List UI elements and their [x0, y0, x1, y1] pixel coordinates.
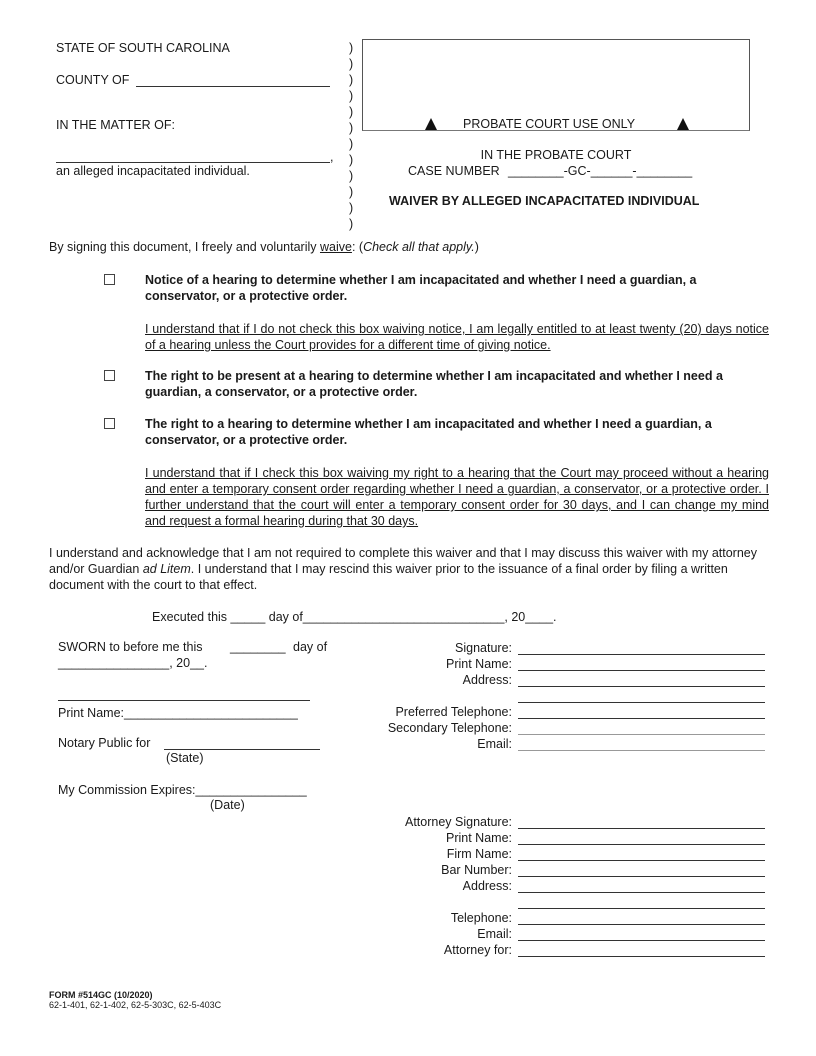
acknowledgement-text: I understand and acknowledge that I am not required to complete this waiver and that I may discuss this waiver with my attorney and/or Guardian ad Litem. I understand that I may rescind this waiver prior to the issuance of a final order by filing a written document with the court to that effect.: [49, 546, 757, 592]
address-field[interactable]: [518, 686, 765, 687]
form-title: WAIVER BY ALLEGED INCAPACITATED INDIVIDUAL: [389, 194, 700, 208]
state-hint: (State): [166, 751, 204, 765]
waiver-notice-note: I understand that if I do not check this box waiving notice, I am legally entitled to at least twenty (20) days notice of a hearing unless the Court provides for a different time of giving notice.: [145, 322, 769, 352]
waiver-hearing-checkbox[interactable]: [104, 418, 115, 429]
attorney-email-field[interactable]: [518, 940, 765, 941]
secondary-telephone-label: Secondary Telephone:: [387, 721, 512, 735]
print-name-field[interactable]: [518, 670, 765, 671]
notary-for-label: Notary Public for: [58, 736, 151, 750]
sworn-prefix: SWORN to before me this: [58, 640, 203, 654]
state-heading: STATE OF SOUTH CAROLINA: [56, 41, 230, 55]
attorney-signature-field[interactable]: [518, 828, 765, 829]
intro-text: By signing this document, I freely and voluntarily waive: (Check all that apply.): [49, 240, 479, 254]
waiver-presence-checkbox[interactable]: [104, 370, 115, 381]
attorney-telephone-field[interactable]: [518, 924, 765, 925]
date-hint: (Date): [210, 798, 245, 812]
form-id: FORM #514GC (10/2020): [49, 990, 153, 1000]
notary-signature-line[interactable]: [58, 700, 310, 701]
individual-suffix: an alleged incapacitated individual.: [56, 164, 250, 178]
attorney-telephone-label: Telephone:: [450, 911, 512, 925]
firm-name-field[interactable]: [518, 860, 765, 861]
caption-divider: ) ) ) ) ) ) ) ) ) ) ) ): [349, 41, 354, 231]
matter-label: IN THE MATTER OF:: [56, 118, 175, 132]
attorney-for-label: Attorney for:: [443, 943, 512, 957]
triangle-up-icon: [425, 118, 437, 130]
print-name-label: Print Name:: [446, 657, 512, 671]
address-field-line2[interactable]: [518, 702, 765, 703]
attorney-email-label: Email:: [477, 927, 512, 941]
notary-print-name[interactable]: Print Name:_________________________: [58, 706, 298, 720]
bar-number-label: Bar Number:: [441, 863, 512, 877]
address-label: Address:: [462, 673, 512, 687]
attorney-print-name-field[interactable]: [518, 844, 765, 845]
attorney-address-field-line2[interactable]: [518, 908, 765, 909]
court-use-label: PROBATE COURT USE ONLY: [463, 117, 636, 131]
attorney-print-name-label: Print Name:: [446, 831, 512, 845]
attorney-signature-label: Attorney Signature:: [404, 815, 512, 829]
sworn-month-year-field[interactable]: ________________, 20__.: [58, 656, 208, 670]
court-name: IN THE PROBATE COURT: [480, 148, 632, 162]
attorney-for-field[interactable]: [518, 956, 765, 957]
triangle-up-icon: [677, 118, 689, 130]
attorney-address-label: Address:: [462, 879, 512, 893]
sworn-suffix: day of: [293, 640, 328, 654]
case-number-field[interactable]: ________-GC-______-________: [508, 164, 693, 178]
bar-number-field[interactable]: [518, 876, 765, 877]
statute-references: 62-1-401, 62-1-402, 62-5-303C, 62-5-403C: [49, 1000, 222, 1010]
notary-state-field[interactable]: [164, 749, 320, 750]
sworn-day-field[interactable]: ________: [230, 640, 286, 654]
comma: ,: [330, 150, 334, 164]
preferred-telephone-field[interactable]: [518, 718, 765, 719]
secondary-telephone-field[interactable]: [518, 734, 765, 735]
county-field[interactable]: [136, 86, 330, 87]
commission-expires[interactable]: My Commission Expires:________________: [58, 783, 307, 797]
signature-label: Signature:: [455, 641, 512, 655]
individual-name-field[interactable]: [56, 162, 330, 163]
email-label: Email:: [477, 737, 512, 751]
waiver-notice-checkbox[interactable]: [104, 274, 115, 285]
case-number-label: CASE NUMBER: [408, 164, 500, 178]
waiver-notice-label: Notice of a hearing to determine whether I am incapacitated and whether I need a guardian, a conservator, or a protective order.: [145, 273, 697, 303]
waiver-presence-label: The right to be present at a hearing to determine whether I am incapacitated and whether I need a guardian, a conservator, or a protective order.: [145, 369, 723, 399]
email-field[interactable]: [518, 750, 765, 751]
preferred-telephone-label: Preferred Telephone:: [395, 705, 512, 719]
waiver-hearing-label: The right to a hearing to determine whether I am incapacitated and whether I need a guardian, a conservator, or a protective order.: [145, 417, 712, 447]
executed-line[interactable]: Executed this _____ day of_____________________________, 20____.: [152, 610, 557, 624]
attorney-address-field[interactable]: [518, 892, 765, 893]
waiver-hearing-note: I understand that if I check this box waiving my right to a hearing that the Court may proceed without a hearing and enter a temporary consent order regarding whether I need a guardian, a conservator, or a protective order. I further understand that the court will enter a temporary consent order for 30 days, and I can change my mind and request a formal hearing during that 30 days.: [145, 466, 769, 528]
county-label: COUNTY OF: [56, 73, 130, 87]
firm-name-label: Firm Name:: [446, 847, 512, 861]
signature-field[interactable]: [518, 654, 765, 655]
